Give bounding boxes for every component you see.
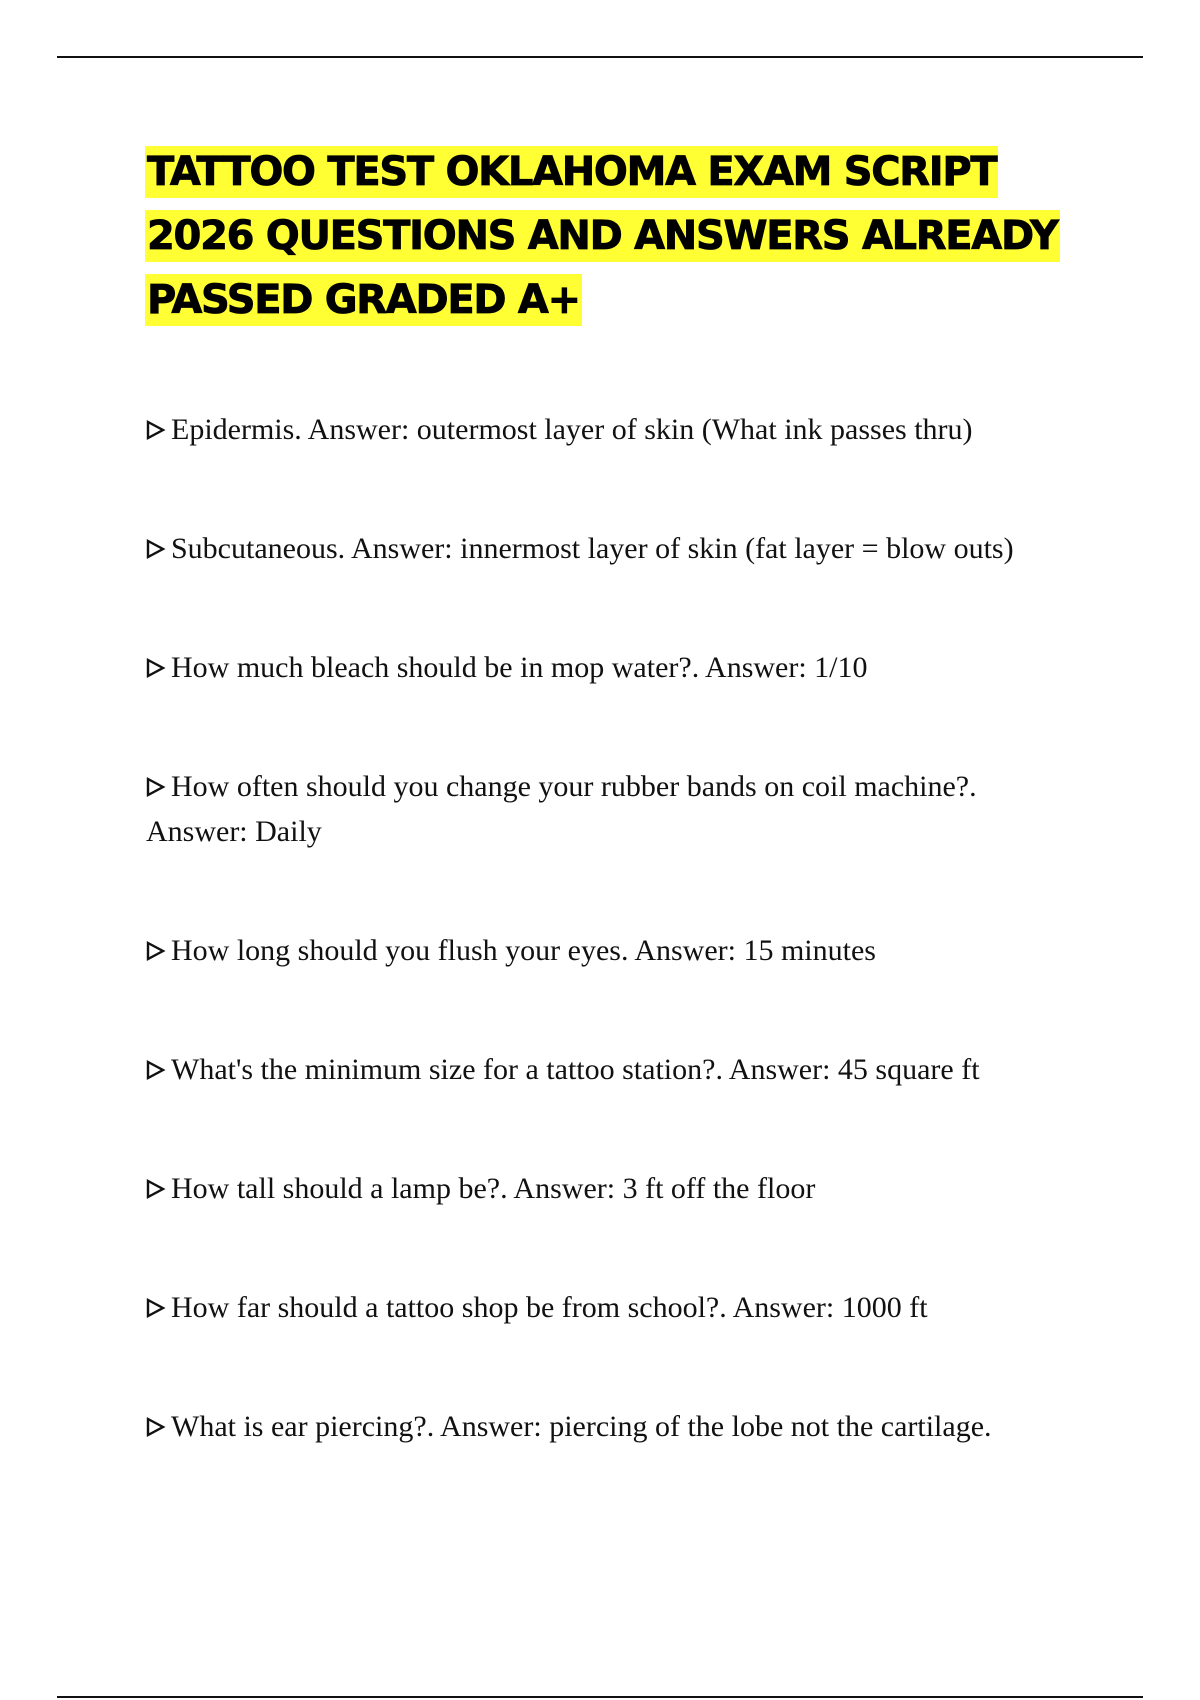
footer-rule xyxy=(57,1696,1143,1698)
triangle-outline-right-icon xyxy=(146,941,171,961)
qa-text: How tall should a lamp be?. Answer: 3 ft off the floor xyxy=(171,1172,816,1205)
qa-text: How far should a tattoo shop be from school?. Answer: 1000 ft xyxy=(171,1291,928,1324)
qa-item xyxy=(146,764,1106,854)
qa-item xyxy=(146,1404,1106,1449)
title-highlight: 2026 QUESTIONS AND ANSWERS ALREADY xyxy=(145,210,1060,262)
document-title xyxy=(145,146,1105,338)
qa-text: How often should you change your rubber bands on coil machine?. xyxy=(171,770,977,803)
triangle-outline-right-icon xyxy=(146,539,171,559)
triangle-outline-right-icon xyxy=(146,777,171,797)
qa-item xyxy=(146,1166,1106,1211)
qa-text: How much bleach should be in mop water?. Answer: 1/10 xyxy=(171,651,868,684)
triangle-outline-right-icon xyxy=(146,420,171,440)
qa-text: What is ear piercing?. Answer: piercing of the lobe not the cartilage. xyxy=(171,1410,992,1443)
qa-item xyxy=(146,1285,1106,1330)
title-highlight: TATTOO TEST OKLAHOMA EXAM SCRIPT xyxy=(145,146,998,198)
qa-item xyxy=(146,928,1106,973)
qa-text: Epidermis. Answer: outermost layer of skin (What ink passes thru) xyxy=(171,413,973,446)
qa-item xyxy=(146,645,1106,690)
title-line xyxy=(145,146,1105,210)
title-line xyxy=(145,210,1105,274)
triangle-outline-right-icon xyxy=(146,1179,171,1199)
qa-text: What's the minimum size for a tattoo station?. Answer: 45 square ft xyxy=(171,1053,980,1086)
qa-item xyxy=(146,407,1106,452)
title-line xyxy=(145,274,1105,338)
qa-text-continued: Answer: Daily xyxy=(146,815,322,848)
triangle-outline-right-icon xyxy=(146,1417,171,1437)
header-rule xyxy=(57,56,1143,58)
triangle-outline-right-icon xyxy=(146,1298,171,1318)
triangle-outline-right-icon xyxy=(146,1060,171,1080)
qa-text: Subcutaneous. Answer: innermost layer of skin (fat layer = blow outs) xyxy=(171,532,1014,565)
qa-item xyxy=(146,526,1106,571)
qa-text: How long should you flush your eyes. Answer: 15 minutes xyxy=(171,934,876,967)
triangle-outline-right-icon xyxy=(146,658,171,678)
title-highlight: PASSED GRADED A+ xyxy=(145,274,582,326)
qa-item xyxy=(146,1047,1106,1092)
